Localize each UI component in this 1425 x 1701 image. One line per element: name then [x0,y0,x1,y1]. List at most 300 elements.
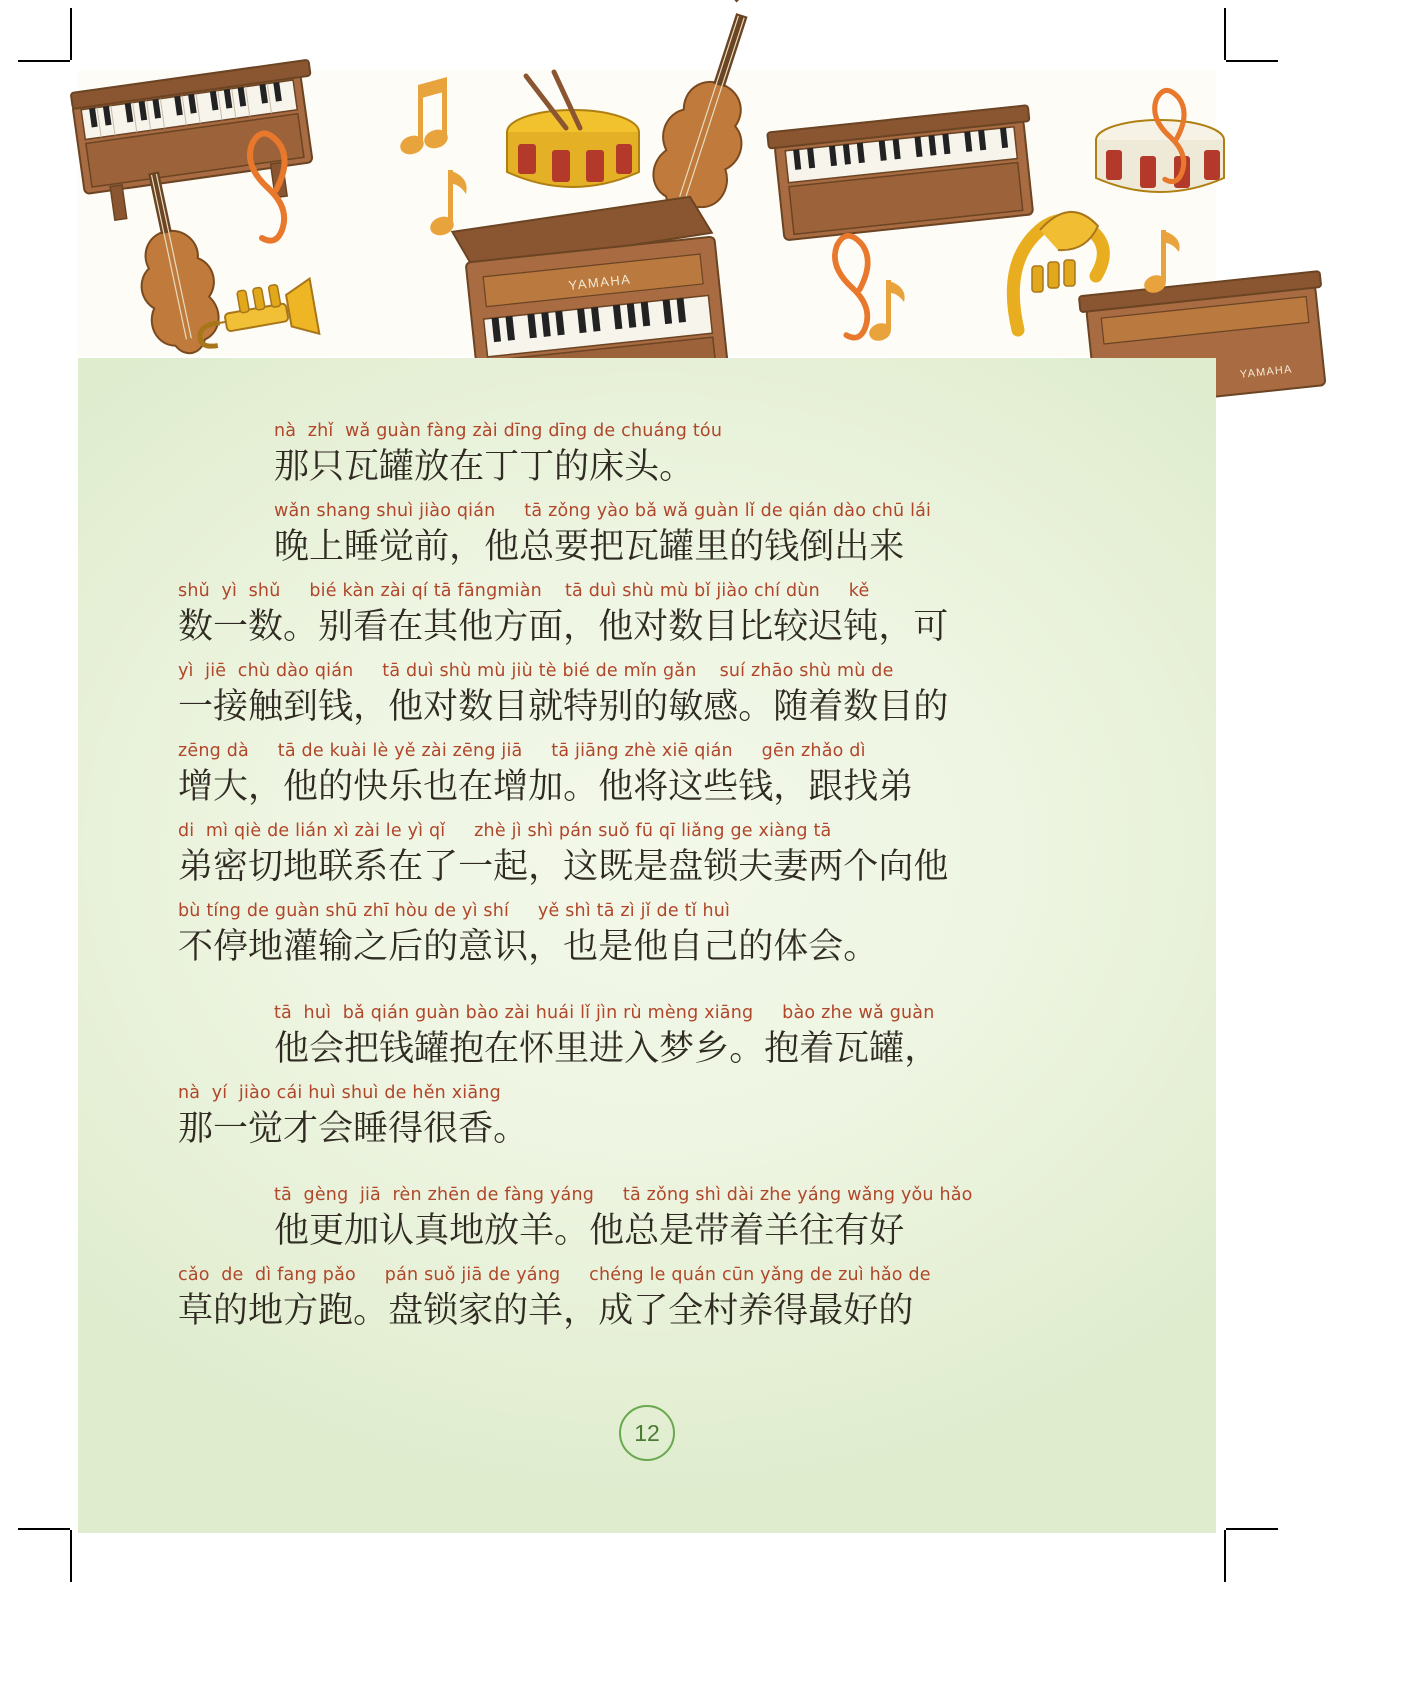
pinyin-syllable: bǎ [634,501,658,521]
paragraph-gap [178,1162,1123,1184]
pinyin-syllable: zài [421,741,447,761]
pinyin-syllable: qián [788,501,828,521]
hanzi-char: 有 [834,1211,870,1251]
svg-text:YAMAHA: YAMAHA [567,271,632,293]
hanzi-char: 比 [738,607,774,647]
pinyin-syllable: tā [564,581,583,601]
hanzi-char: 往 [799,1211,835,1251]
hanzi-char: 触 [248,687,284,727]
hanzi-char: 随 [773,687,809,727]
pinyin-syllable: mù [659,581,689,601]
hanzi-char: 的 [729,527,765,567]
pinyin-syllable: dì [255,1265,272,1285]
pinyin-syllable: jì [511,821,522,841]
pinyin-syllable: yáng [549,1185,595,1205]
pinyin-syllable: ge [730,821,753,841]
pinyin-syllable: chū [871,501,905,521]
hanzi-char: 罐 [379,447,415,487]
hanzi-char: 前 [414,527,450,567]
pinyin-syllable: lǐ [744,501,755,521]
hanzi-char: ， [449,527,485,567]
text-line [178,740,1123,814]
hanzi-char: 对 [423,687,459,727]
pinyin-syllable: yǎng [760,1265,805,1285]
hanzi-char: 起 [493,847,529,887]
pinyin-syllable: pán [384,1265,419,1285]
pinyin-syllable: dīng [503,421,543,441]
pinyin-syllable: lè [372,741,389,761]
pinyin-syllable: jiā [359,1185,381,1205]
pinyin-syllable: tā [274,1185,292,1205]
pinyin-syllable: qián [314,661,354,681]
hanzi-char: 的 [423,927,459,967]
hanzi-char: 得 [388,1109,424,1149]
pinyin-syllable: zhe [821,1003,853,1023]
hanzi-char: 别 [318,607,354,647]
hanzi-char: 面 [528,607,564,647]
pinyin-syllable: kě [848,581,870,601]
pinyin-syllable: lái [910,501,932,521]
hanzi-char: 羊 [519,1211,555,1251]
hanzi-char: 那 [178,1109,214,1149]
pinyin-syllable: zhāo [751,661,794,681]
hanzi-char: ， [904,1029,940,1069]
pinyin-syllable: zhǐ [307,421,334,441]
pinyin-row [178,1264,1123,1286]
pinyin-syllable: pán [558,821,593,841]
hanzi-char: 放 [484,1211,520,1251]
pinyin-syllable: qián [456,501,496,521]
hanzi-char: 全 [668,1291,704,1331]
pinyin-syllable: shù [439,661,472,681]
hanzi-char: 将 [633,767,669,807]
pinyin-syllable: bù [178,901,201,921]
hanzi-char: 地 [283,847,319,887]
hanzi-char: 村 [703,1291,739,1331]
text-line [178,900,1123,974]
pinyin-syllable: de [810,1265,833,1285]
hanzi-char: 看 [353,607,389,647]
pinyin-syllable: zuì [838,1265,864,1285]
hanzi-char: 睡 [344,527,380,567]
hanzi-char: ， [563,1291,599,1331]
text-line [178,1264,1123,1338]
hanzi-char: 他 [598,607,634,647]
hanzi-char: 大 [213,767,249,807]
page-number: 12 [619,1405,675,1461]
hanzi-char: 了 [633,1291,669,1331]
hanzi-char: 的 [738,927,774,967]
pinyin-syllable: de [656,901,679,921]
hanzi-char: 数 [248,607,284,647]
hanzi-char: 放 [414,447,450,487]
pinyin-syllable: zhǎo [801,741,844,761]
pinyin-syllable: zhè [624,741,657,761]
hanzi-char: 快 [353,767,389,807]
hanzi-char: 的 [554,447,590,487]
pinyin-syllable: yáng [797,1185,842,1205]
pinyin-syllable: tā [622,1185,641,1205]
hanzi-char: 梦 [659,1029,695,1069]
hanzi-row [274,442,1123,494]
hanzi-char: 最 [808,1291,844,1331]
hanzi-char: 上 [309,527,345,567]
pinyin-syllable: zhe [759,1185,792,1205]
pinyin-syllable: qiè [233,821,262,841]
hanzi-char: 钱 [379,1029,415,1069]
page-body [78,358,1216,1533]
hanzi-char: 夫 [738,847,774,887]
hanzi-char: 抱 [449,1029,485,1069]
hanzi-char: 才 [283,1109,319,1149]
pinyin-syllable: le [649,1265,666,1285]
pinyin-syllable: fàng [504,1185,545,1205]
hanzi-char: ， [528,927,564,967]
hanzi-char: 其 [423,607,459,647]
hanzi-char: 在 [388,607,424,647]
pinyin-syllable: chù [237,661,271,681]
hanzi-char: 这 [668,767,704,807]
pinyin-syllable: shì [527,821,554,841]
pinyin-syllable: zēng [178,741,221,761]
pinyin-syllable: zì [620,901,635,921]
pinyin-syllable: de [384,1083,407,1103]
pinyin-syllable: de [760,501,783,521]
hanzi-char: 一 [213,607,249,647]
pinyin-syllable: shù [622,581,655,601]
hanzi-char: 数 [458,687,494,727]
pinyin-syllable: bào [782,1003,816,1023]
hanzi-char: 很 [423,1109,459,1149]
hanzi-char: 加 [528,767,564,807]
pinyin-syllable: tā [524,501,543,521]
hanzi-char: 总 [624,1211,660,1251]
hanzi-char: 罐 [414,1029,450,1069]
hanzi-char: 目 [703,607,739,647]
pinyin-syllable: zǒng [548,501,591,521]
text-line [178,580,1123,654]
hanzi-char: 。 [738,687,774,727]
pinyin-syllable: dì [849,741,866,761]
pinyin-syllable: bié [309,581,337,601]
hanzi-char: 敏 [668,687,704,727]
hanzi-char: 家 [458,1291,494,1331]
pinyin-syllable: cūn [721,1265,755,1285]
svg-text:YAMAHA: YAMAHA [1239,363,1294,381]
hanzi-char: 一 [458,847,494,887]
pinyin-syllable: wǎ [858,1003,884,1023]
hanzi-char: 羊 [764,1211,800,1251]
pinyin-syllable: gēn [761,741,796,761]
pinyin-syllable: wǎ [662,501,689,521]
pinyin-syllable: kuài [329,741,367,761]
hanzi-char: 别 [598,687,634,727]
pinyin-syllable: rù [623,1003,642,1023]
pinyin-syllable: guàn [376,421,422,441]
pinyin-syllable: guàn [274,901,320,921]
pinyin-syllable: guàn [694,501,739,521]
pinyin-syllable: qī [658,821,676,841]
pinyin-syllable: de [433,901,457,921]
hanzi-char: 地 [248,1291,284,1331]
pinyin-syllable: shang [316,501,371,521]
hanzi-char: 增 [493,767,529,807]
pinyin-syllable: mì [205,821,229,841]
hanzi-char: 弟 [178,847,214,887]
hanzi-char: 好 [869,1211,905,1251]
hanzi-char: 个 [843,847,879,887]
hanzi-char: 他 [283,767,319,807]
hanzi-char: 他 [633,927,669,967]
hanzi-char: 数 [668,607,704,647]
hanzi-char: 增 [178,767,214,807]
pinyin-syllable: jìn [595,1003,618,1023]
pinyin-syllable: jiā [501,741,523,761]
pinyin-syllable: yì [178,661,194,681]
hanzi-char: 床 [589,447,625,487]
pinyin-syllable: de [221,1265,244,1285]
hanzi-char: 目 [878,687,914,727]
hanzi-char: 灌 [283,927,319,967]
hanzi-char: 切 [248,847,284,887]
hanzi-char: 到 [283,687,319,727]
pinyin-syllable: pǎo [322,1265,356,1285]
pinyin-syllable: de [301,741,324,761]
hanzi-row [178,1104,1123,1156]
hanzi-char: 跟 [808,767,844,807]
pinyin-syllable: wǎn [274,501,311,521]
pinyin-syllable: suǒ [424,1265,456,1285]
pinyin-row [178,900,1123,922]
hanzi-char: 里 [554,1029,590,1069]
pinyin-syllable: zài [504,1003,530,1023]
pinyin-syllable: dīng [548,421,588,441]
hanzi-char: ， [248,767,284,807]
pinyin-row [274,1184,1123,1206]
pinyin-syllable: rèn [392,1185,422,1205]
hanzi-char: 盘 [388,1291,424,1331]
hanzi-char: 要 [554,527,590,567]
crop-mark-top-right-h [1226,60,1278,62]
hanzi-char: 把 [344,1029,380,1069]
hanzi-char: 成 [598,1291,634,1331]
hanzi-row [178,602,1123,654]
pinyin-syllable: qián [370,1003,410,1023]
hanzi-char: 的 [213,1291,249,1331]
hanzi-char: 。 [563,767,599,807]
pinyin-syllable: tǐ [684,901,697,921]
pinyin-row [178,740,1123,762]
pinyin-syllable: shuì [341,1083,379,1103]
hanzi-char: 系 [353,847,389,887]
pinyin-syllable: chéng [589,1265,644,1285]
pinyin-syllable: tā [382,661,401,681]
pinyin-syllable: de [488,1265,511,1285]
hanzi-char: 出 [834,527,870,567]
pinyin-syllable: tā [596,901,615,921]
hanzi-char: 睡 [353,1109,389,1149]
pinyin-syllable: tíng [206,901,242,921]
pinyin-syllable: kàn [342,581,375,601]
pinyin-syllable: huì [308,1083,336,1103]
pinyin-syllable: zài [472,421,498,441]
pinyin-syllable: lǐ [580,1003,591,1023]
pinyin-syllable: yě [394,741,416,761]
hanzi-char: 罐 [869,1029,905,1069]
hanzi-char: 后 [388,927,424,967]
hanzi-char: 也 [423,767,459,807]
pinyin-row [274,1002,1123,1024]
hanzi-char: 密 [213,847,249,887]
hanzi-char: 他 [484,527,520,567]
hanzi-char: 是 [659,1211,695,1251]
hanzi-char: 更 [309,1211,345,1251]
pinyin-syllable: shuì [376,501,414,521]
hanzi-char: 得 [773,1291,809,1331]
pinyin-syllable: jiāng [575,741,619,761]
text-line [178,820,1123,894]
pinyin-syllable: tā [277,741,296,761]
pinyin-syllable: shǔ [248,581,281,601]
pinyin-syllable: jiào [419,501,452,521]
hanzi-char: ， [528,847,564,887]
hanzi-char: 联 [318,847,354,887]
pinyin-row [178,820,1123,842]
text-line [178,1002,1123,1076]
hanzi-char: 接 [213,687,249,727]
pinyin-syllable: mèng [647,1003,699,1023]
hanzi-char: 数 [843,687,879,727]
hanzi-char: 一 [213,1109,249,1149]
hanzi-char: 是 [633,847,669,887]
hanzi-row [274,522,1123,574]
pinyin-syllable: shǔ [178,581,210,601]
hanzi-char: 识 [493,927,529,967]
pinyin-row [178,580,1123,602]
pinyin-syllable: guàn [415,1003,460,1023]
pinyin-syllable: huì [303,1003,332,1023]
pinyin-syllable: xì [333,821,349,841]
hanzi-char: 的 [878,1291,914,1331]
pinyin-syllable: tā [274,1003,292,1023]
hanzi-char: 输 [318,927,354,967]
pinyin-syllable: yì [221,581,238,601]
hanzi-char: 感 [703,687,739,727]
hanzi-char: 他 [589,1211,625,1251]
pinyin-syllable: mǐn [623,661,658,681]
hanzi-char: 他 [274,1029,310,1069]
pinyin-syllable: guàn [889,1003,935,1023]
hanzi-char: 体 [773,927,809,967]
hanzi-row [178,922,1123,974]
pinyin-syllable: bǐ [694,581,711,601]
hanzi-char: 。 [843,927,879,967]
hanzi-char: 抱 [764,1029,800,1069]
hanzi-char: 晚 [274,527,310,567]
hanzi-char: 入 [624,1029,660,1069]
pinyin-syllable: shū [325,901,358,921]
pinyin-syllable: zhè [474,821,506,841]
hanzi-char: 地 [449,1211,485,1251]
hanzi-char: 好 [843,1291,879,1331]
pinyin-syllable: tè [538,661,557,681]
pinyin-syllable: jǐ [640,901,651,921]
pinyin-syllable: zài [354,821,381,841]
text-line [178,500,1123,574]
pinyin-row [178,660,1123,682]
pinyin-syllable: de [908,1265,931,1285]
pinyin-row [274,420,1123,442]
hanzi-char: 了 [423,847,459,887]
hanzi-char: 目 [493,687,529,727]
hanzi-char: 的 [493,1291,529,1331]
pinyin-syllable: wǎng [847,1185,896,1205]
hanzi-char: 罐 [659,527,695,567]
pinyin-syllable: lián [295,821,328,841]
hanzi-char: 特 [563,687,599,727]
hanzi-char: 弟 [878,767,914,807]
hanzi-char: 既 [598,847,634,887]
hanzi-char: 带 [694,1211,730,1251]
pinyin-syllable: de [871,661,894,681]
crop-mark-bottom-left-v [70,1530,72,1582]
hanzi-char: 他 [913,847,949,887]
pinyin-syllable: xiàng [758,821,808,841]
hanzi-row [178,1286,1123,1338]
hanzi-char: 丁 [519,447,555,487]
crop-mark-top-left-h [18,60,70,62]
pinyin-syllable: huì [702,901,731,921]
hanzi-char: 意 [458,927,494,967]
hanzi-row [178,842,1123,894]
hanzi-row [274,1024,1123,1076]
hanzi-char: 地 [248,927,284,967]
pinyin-syllable: nà [274,421,297,441]
pinyin-syllable: de [476,1185,499,1205]
pinyin-syllable: mù [836,661,866,681]
pinyin-syllable: jiào [716,581,749,601]
hanzi-char: 瓦 [624,527,660,567]
hanzi-char: 那 [274,447,310,487]
hanzi-char: 迟 [808,607,844,647]
pinyin-syllable: bié [562,661,590,681]
pinyin-syllable: quán [671,1265,717,1285]
hanzi-char: 总 [519,527,555,567]
pinyin-syllable: dào [275,661,310,681]
hanzi-char: 一 [178,687,214,727]
pinyin-syllable: xiāng [451,1083,501,1103]
pinyin-syllable: chuáng [621,421,688,441]
hanzi-char: 自 [668,927,704,967]
pinyin-syllable: duì [406,661,434,681]
pinyin-syllable: dà [226,741,249,761]
hanzi-char: ， [878,607,914,647]
pinyin-syllable: chí [754,581,781,601]
hanzi-char: 香 [458,1109,494,1149]
hanzi-char: 里 [694,527,730,567]
pinyin-syllable: jiā [461,1265,483,1285]
hanzi-char: 觉 [248,1109,284,1149]
pinyin-syllable: bǎ [342,1003,365,1023]
hanzi-char: 两 [808,847,844,887]
pinyin-syllable: shì [565,901,591,921]
hanzi-row [178,682,1123,734]
hanzi-char: 只 [309,447,345,487]
hanzi-char: 钝 [843,607,879,647]
hanzi-char: 怀 [519,1029,555,1069]
pinyin-row [274,500,1123,522]
pinyin-syllable: yào [596,501,630,521]
